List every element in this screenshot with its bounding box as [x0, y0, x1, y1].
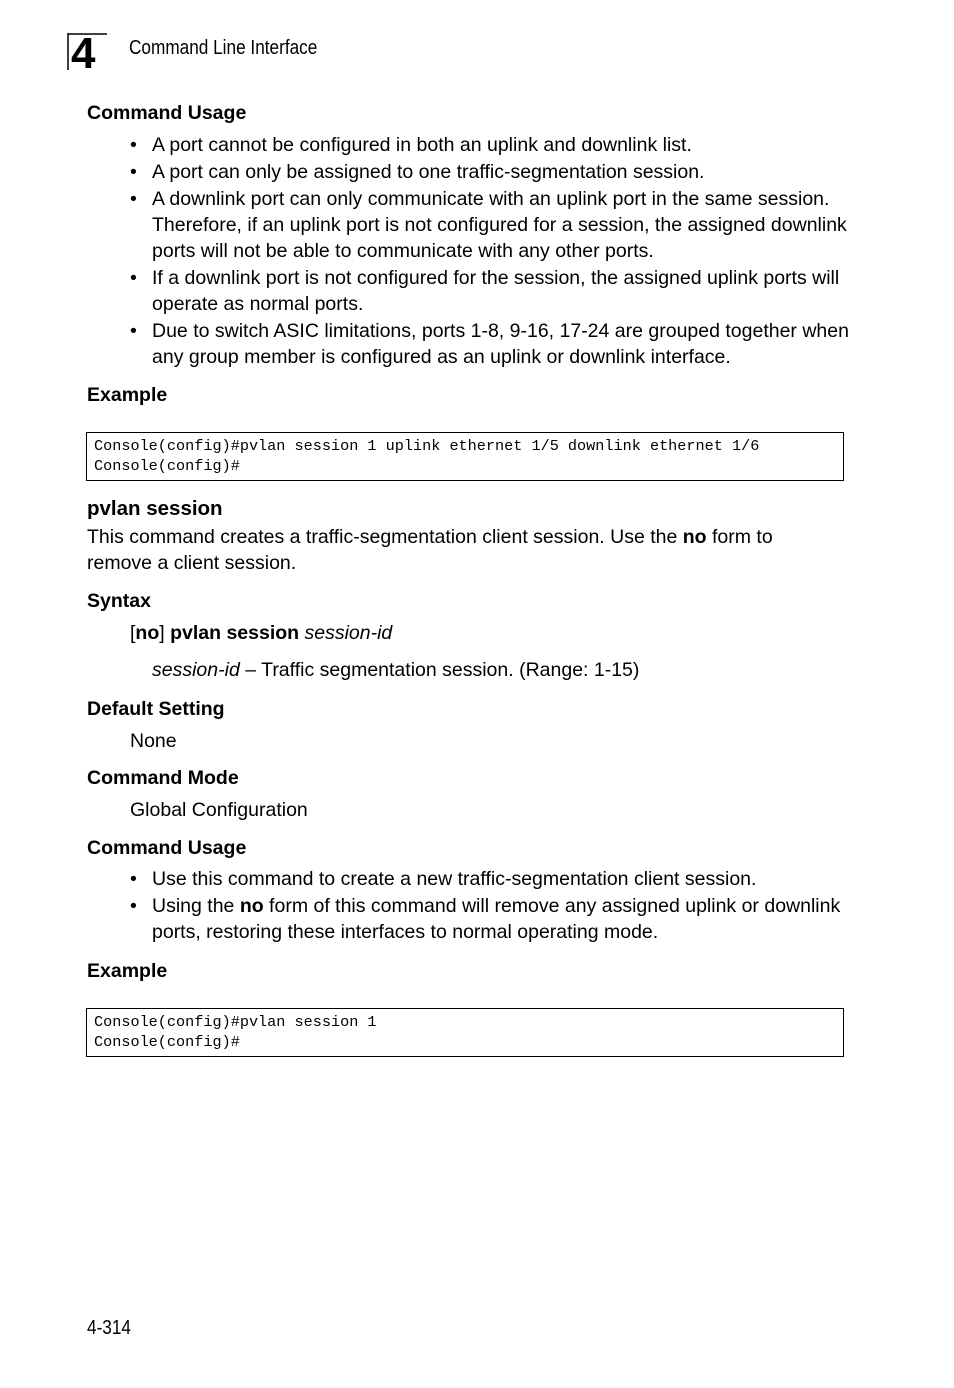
syntax-heading: Syntax — [87, 590, 151, 612]
list-item: • A port can only be assigned to one traffic-segmentation session. — [130, 161, 705, 183]
example-heading-2: Example — [87, 960, 168, 982]
list-item: • A port cannot be configured in both an uplink and downlink list. — [130, 134, 692, 156]
default-setting-heading: Default Setting — [87, 698, 225, 720]
list-item: • Due to switch ASIC limitations, ports 1-8, 9-16, 17-24 are grouped together when any group member is configured as an uplink or downlink interface. — [130, 320, 849, 368]
command-usage-list — [130, 132, 860, 371]
command-usage-list-2 — [130, 866, 860, 946]
command-mode-heading: Command Mode — [87, 767, 239, 789]
code-line: Console(config)# — [94, 457, 240, 475]
default-setting-value: None — [130, 730, 177, 752]
example-heading: Example — [87, 384, 168, 406]
parameter-description: session-id – Traffic segmentation session. (Range: 1-15) — [152, 659, 640, 681]
code-line: Console(config)# — [94, 1033, 240, 1051]
code-line: Console(config)#pvlan session 1 — [94, 1013, 377, 1031]
command-usage-heading-2: Command Usage — [87, 837, 247, 859]
code-line: Console(config)#pvlan session 1 uplink ethernet 1/5 downlink ethernet 1/6 — [94, 437, 760, 455]
command-mode-value: Global Configuration — [130, 799, 308, 821]
list-item: • A downlink port can only communicate with an uplink port in the same session. Therefore, if an uplink port is not configured for a session, the assigned downlink ports will not be able to communicate with any other ports. — [130, 188, 847, 262]
chapter-number-icon — [67, 33, 107, 70]
syntax-line: [no] pvlan session session-id — [130, 622, 393, 644]
chapter-number: 4 — [71, 33, 96, 70]
list-item: • If a downlink port is not configured for the session, the assigned uplink ports will operate as normal ports. — [130, 267, 840, 315]
command-usage-heading: Command Usage — [87, 102, 247, 124]
list-item: • Using the no form of this command will remove any assigned uplink or downlink ports, restoring these interfaces to normal operating mode. — [130, 895, 841, 943]
page-number: 4-314 — [87, 1317, 131, 1339]
command-title: pvlan session — [87, 497, 223, 520]
running-header-title: Command Line Interface — [129, 37, 318, 59]
code-example-box — [86, 432, 844, 481]
command-description: This command creates a traffic-segmentation client session. Use the no form to remove a client session. — [87, 526, 773, 574]
code-example-box-2 — [86, 1008, 844, 1057]
list-item: • Use this command to create a new traffic-segmentation client session. — [130, 868, 757, 890]
